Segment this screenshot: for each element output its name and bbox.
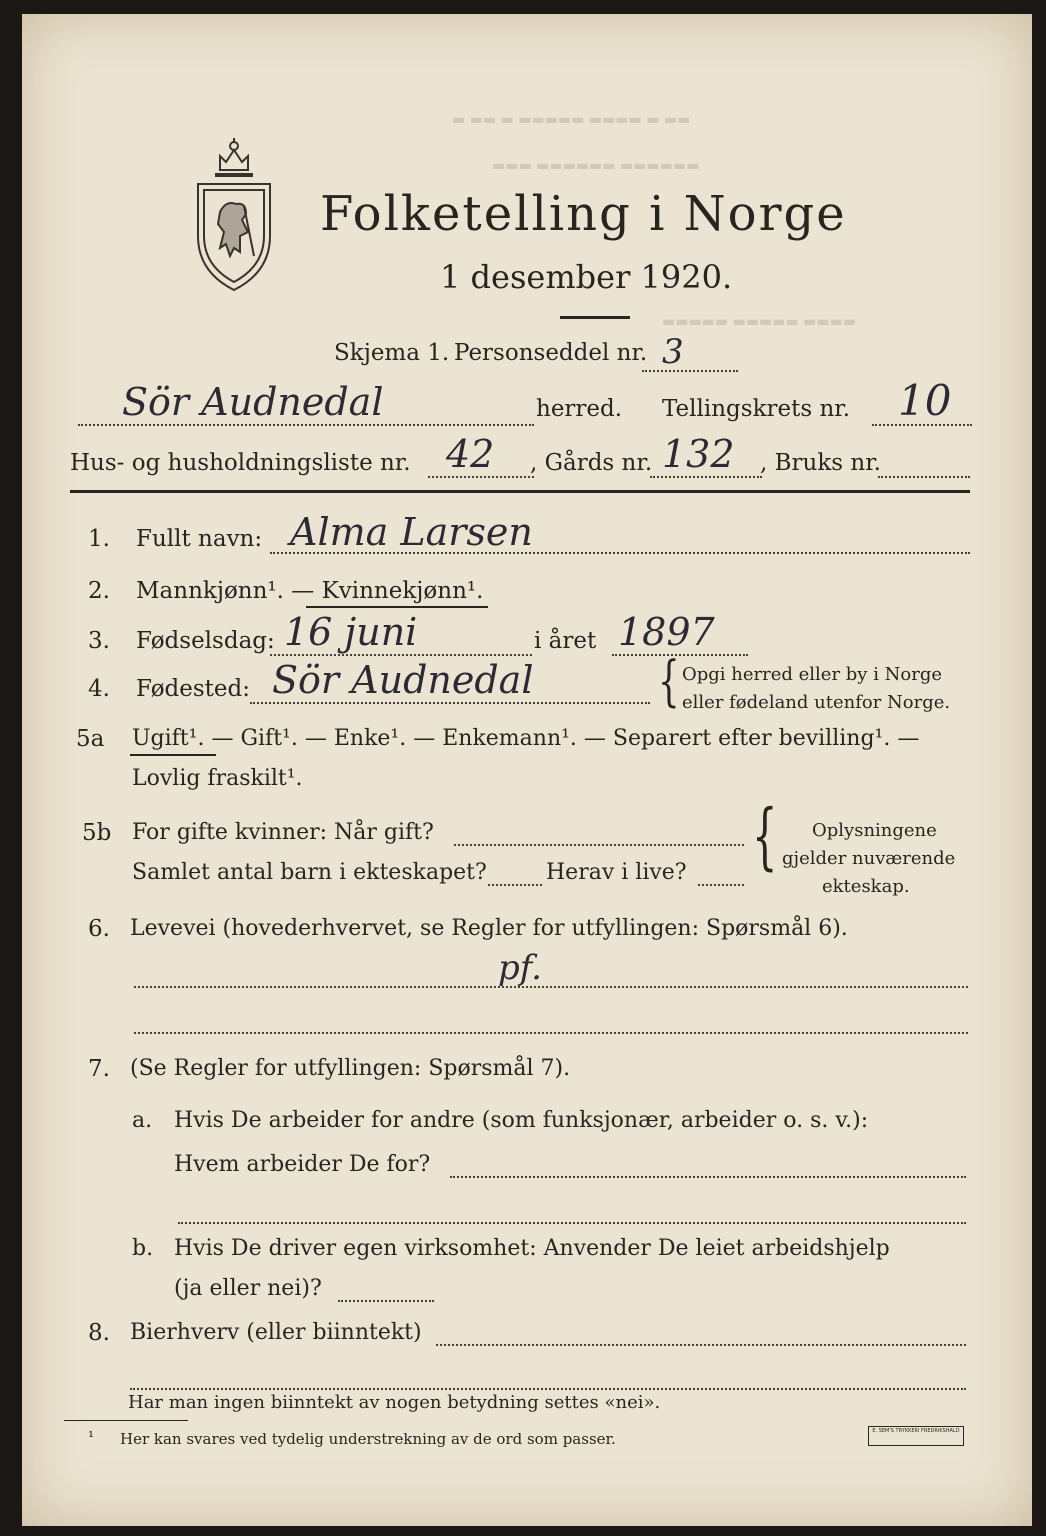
q2-underline [306,606,488,608]
q7a-line [450,1176,966,1178]
q7-number: 7. [88,1056,110,1082]
q7b-line-2: (ja eller nei)? [174,1276,322,1301]
q2-number: 2. [88,578,110,604]
bruks-label: , Bruks nr. [760,450,881,476]
q3-value: 16 juni [284,610,418,654]
q7b-letter: b. [132,1236,154,1261]
personseddel-line [642,370,738,372]
q4-label: Fødested: [136,676,251,702]
q3-year-line [612,654,748,656]
q3-number: 3. [88,628,110,654]
q5b-married-line [454,844,744,846]
gards-value: 132 [662,432,735,476]
form-title: Folketelling i Norge [320,186,847,242]
hus-label: Hus- og husholdningsliste nr. [70,450,411,476]
bleed-through-text: ▬ ▬▬ ▬ ▬▬▬▬▬ ▬▬▬▬ ▬ ▬▬ [452,112,691,128]
q7a-letter: a. [132,1108,153,1133]
form-date: 1 desember 1920. [440,258,733,296]
q8-number: 8. [88,1320,110,1346]
footer-note: Har man ingen biinntekt av nogen betydning settes «nei». [128,1392,661,1413]
tellingskrets-label: Tellingskrets nr. [662,396,851,422]
q7b-line [338,1300,434,1302]
q8-line [436,1344,966,1346]
footnote-text: Her kan svares ved tydelig understrekning av de ord som passer. [120,1430,616,1448]
q4-line [250,702,650,704]
footnote-mark: ¹ [88,1428,95,1446]
q7a-line-extra [178,1222,966,1224]
q6-label: Levevei (hovederhvervet, se Regler for utfyllingen: Spørsmål 6). [130,916,848,941]
hus-value: 42 [446,432,495,476]
gards-label: , Gårds nr. [530,450,653,476]
q6-line-2 [134,1032,968,1034]
gards-line [650,476,762,478]
section-rule [70,490,970,493]
q7-label: (Se Regler for utfyllingen: Spørsmål 7). [130,1056,571,1081]
bleed-through-text: ▬▬▬▬▬ ▬▬▬▬▬ ▬▬▬▬ [662,314,857,330]
q6-number: 6. [88,916,110,942]
q5b-note-1: Oplysningene [812,820,937,841]
q1-number: 1. [88,526,110,552]
title-rule [560,316,630,319]
q6-value: pf. [498,948,542,988]
personseddel-label: Personseddel nr. [454,340,648,366]
q6-line-1 [134,986,968,988]
q4-value: Sör Audnedal [272,658,534,702]
q3-year-value: 1897 [618,610,715,654]
q3-label: Fødselsdag: [136,628,275,654]
q3-year-label: i året [534,628,597,654]
bleed-through-text: ▬▬▬ ▬▬▬▬▬▬ ▬▬▬▬▬▬ [492,158,700,174]
personseddel-value: 3 [662,332,684,372]
q5b-alive-line [698,884,744,886]
footnote-rule [64,1420,188,1421]
q5a-line-2: Lovlig fraskilt¹. [132,766,303,791]
census-form-page [22,14,1032,1526]
q5b-number: 5b [82,820,112,846]
hus-line [428,476,534,478]
tellingskrets-value: 10 [898,376,952,425]
q8-label: Bierhverv (eller biinntekt) [130,1320,422,1345]
q3-line [270,654,532,656]
q5b-note-3: ekteskap. [822,876,910,897]
q5a-number: 5a [76,726,105,752]
q1-value: Alma Larsen [290,510,533,554]
q7b-line-1: Hvis De driver egen virksomhet: Anvender De leiet arbeidshjelp [174,1236,890,1261]
schema-label: Skjema 1. [334,340,450,366]
q7a-line-1: Hvis De arbeider for andre (som funksjonær, arbeider o. s. v.): [174,1108,869,1133]
q5b-bracket: { [752,795,778,879]
q4-note-1: Opgi herred eller by i Norge [682,664,943,685]
herred-line [78,424,534,426]
q1-label: Fullt navn: [136,526,263,552]
q5a-underline [130,754,216,756]
q5a-line-1: Ugift¹. — Gift¹. — Enke¹. — Enkemann¹. — Separert efter bevilling¹. — [132,726,920,751]
q4-note-2: eller fødeland utenfor Norge. [682,692,951,713]
q5b-note-2: gjelder nuværende [782,848,956,869]
q2-label: Mannkjønn¹. — Kvinnekjønn¹. [136,578,484,604]
q4-number: 4. [88,676,110,702]
q5b-children-line [488,884,542,886]
q7a-line-2: Hvem arbeider De for? [174,1152,431,1177]
printer-stamp: E. SEM'S TRYKKERI FREDRIKSHALD [868,1426,964,1446]
q5b-line-2a: Samlet antal barn i ekteskapet? [132,860,487,885]
bruks-line [878,476,970,478]
q5b-line-2b: Herav i live? [546,860,687,885]
q5b-line-1: For gifte kvinner: Når gift? [132,820,434,845]
q8-line-extra [130,1388,966,1390]
norwegian-coat-of-arms-icon [190,136,278,296]
herred-value: Sör Audnedal [122,380,384,424]
q4-bracket: { [658,650,680,714]
herred-label: herred. [536,396,623,422]
